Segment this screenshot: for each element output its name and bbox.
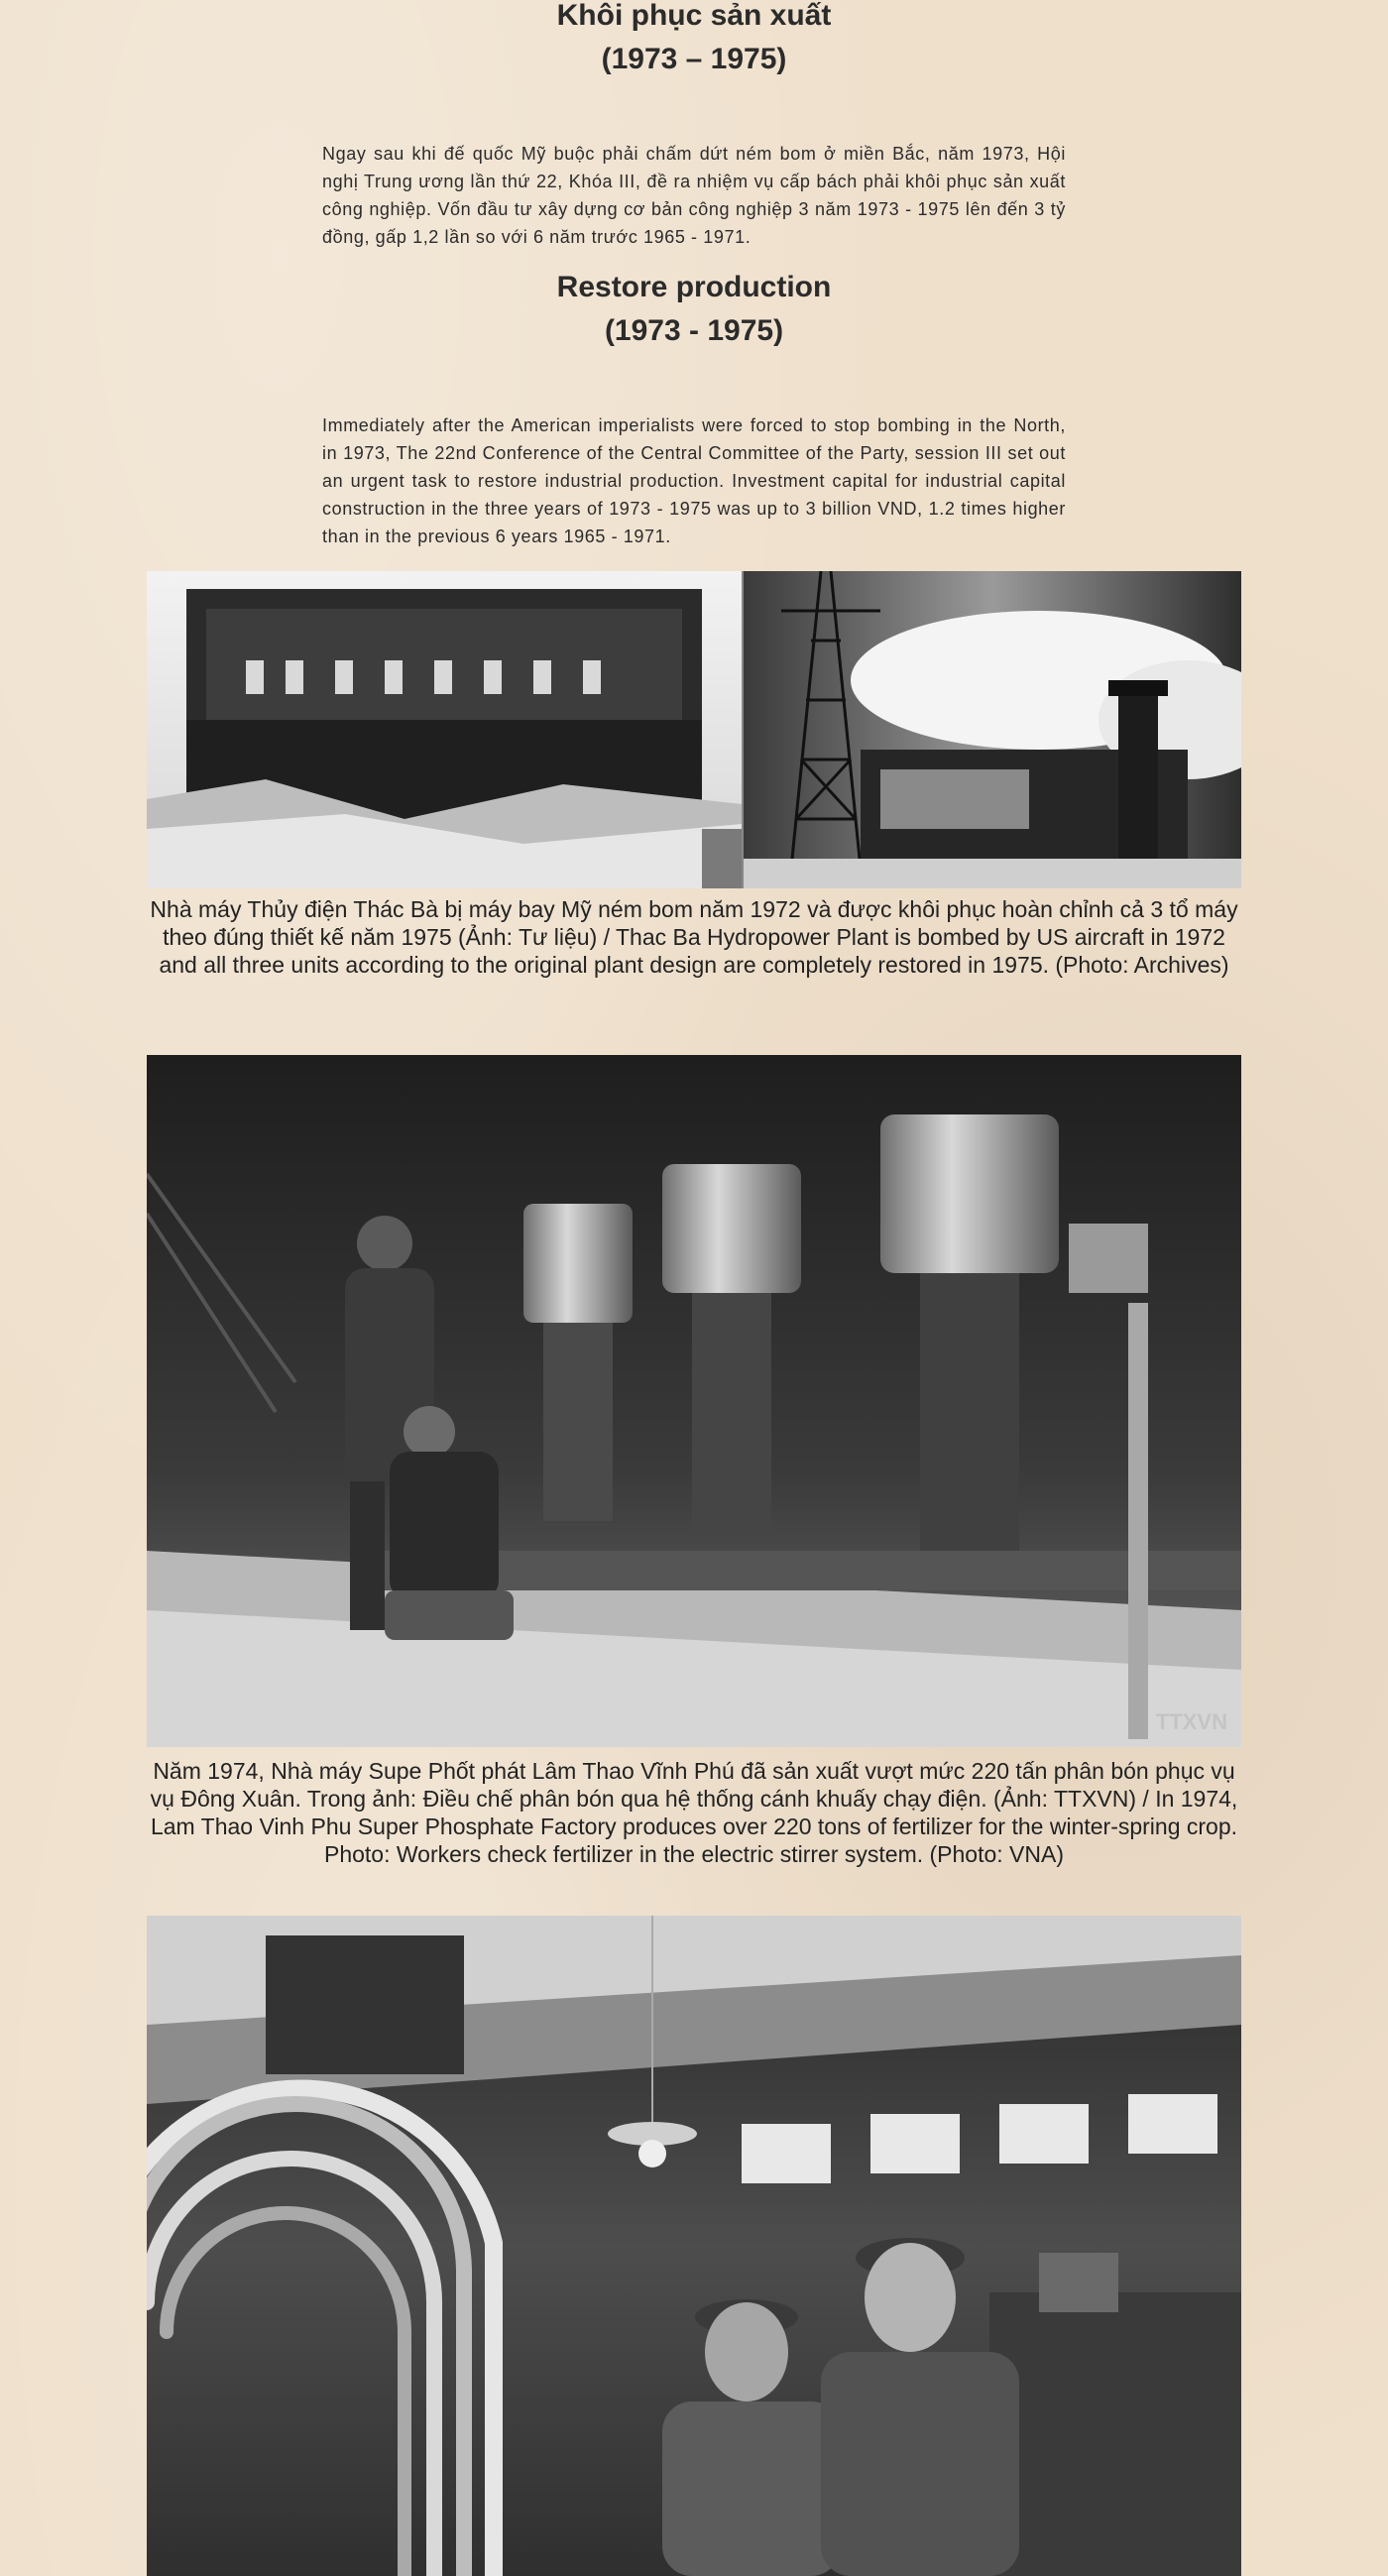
photo-factory-workers (147, 1916, 1241, 2576)
photo-factory-workers-drawing (147, 1916, 1241, 2576)
photo-caption-1: Nhà máy Thủy điện Thác Bà bị máy bay Mỹ ném bom năm 1972 và được khôi phục hoàn chỉnh cả 3 tổ máy theo đúng thiết kế năm 1975 (Ảnh: Tư liệu) / Thac Ba Hydropower Plant is bombed by US aircraft in 1972 and all three units according to the original plant design are completely restored in 1975. (Photo: Archives) (150, 896, 1238, 978)
page-subtitle-vi: (1973 – 1975) (601, 43, 787, 75)
photo-thac-ba-plant-drawing (147, 571, 1241, 888)
photo-thac-ba-plant (147, 571, 1241, 888)
page-title-vi: Khôi phục sản xuất (556, 0, 832, 32)
photo-watermark: TTXVN (1155, 1709, 1227, 1734)
page-title-en: Restore production (556, 271, 832, 303)
photo-lam-thao-factory (147, 1055, 1241, 1747)
photo-lam-thao-factory-drawing (147, 1055, 1241, 1747)
page-subtitle-en: (1973 - 1975) (604, 314, 784, 347)
photo-caption-2: Năm 1974, Nhà máy Supe Phốt phát Lâm Thao Vĩnh Phú đã sản xuất vượt mức 220 tấn phân bón phục vụ vụ Đông Xuân. Trong ảnh: Điều chế phân bón qua hệ thống cánh khuấy chạy điện. (Ảnh: TTXVN) / In 1974, Lam Thao Vinh Phu Super Phosphate Factory produces over 220 tons of fertilizer for the winter-spring crop. Photo: Workers check fertilizer in the electric stirrer system. (Photo: VNA) (150, 1758, 1238, 1867)
intro-paragraph-vi: Ngay sau khi đế quốc Mỹ buộc phải chấm dứt ném bom ở miền Bắc, năm 1973, Hội nghị Trung ương lần thứ 22, Khóa III, đề ra nhiệm vụ cấp bách phải khôi phục sản xuất công nghiệp. Vốn đầu tư xây dựng cơ bản công nghiệp 3 năm 1973 - 1975 lên đến 3 tỷ đồng, gấp 1,2 lần so với 6 năm trước 1965 - 1971. (322, 144, 1066, 247)
intro-paragraph-en: Immediately after the American imperialists were forced to stop bombing in the North, in 1973, The 22nd Conference of the Central Committee of the Party, session III set out an urgent task to restore industrial production. Investment capital for industrial capital construction in the three years of 1973 - 1975 was up to 3 billion VND, 1.2 times higher than in the previous 6 years 1965 - 1971. (322, 415, 1066, 546)
